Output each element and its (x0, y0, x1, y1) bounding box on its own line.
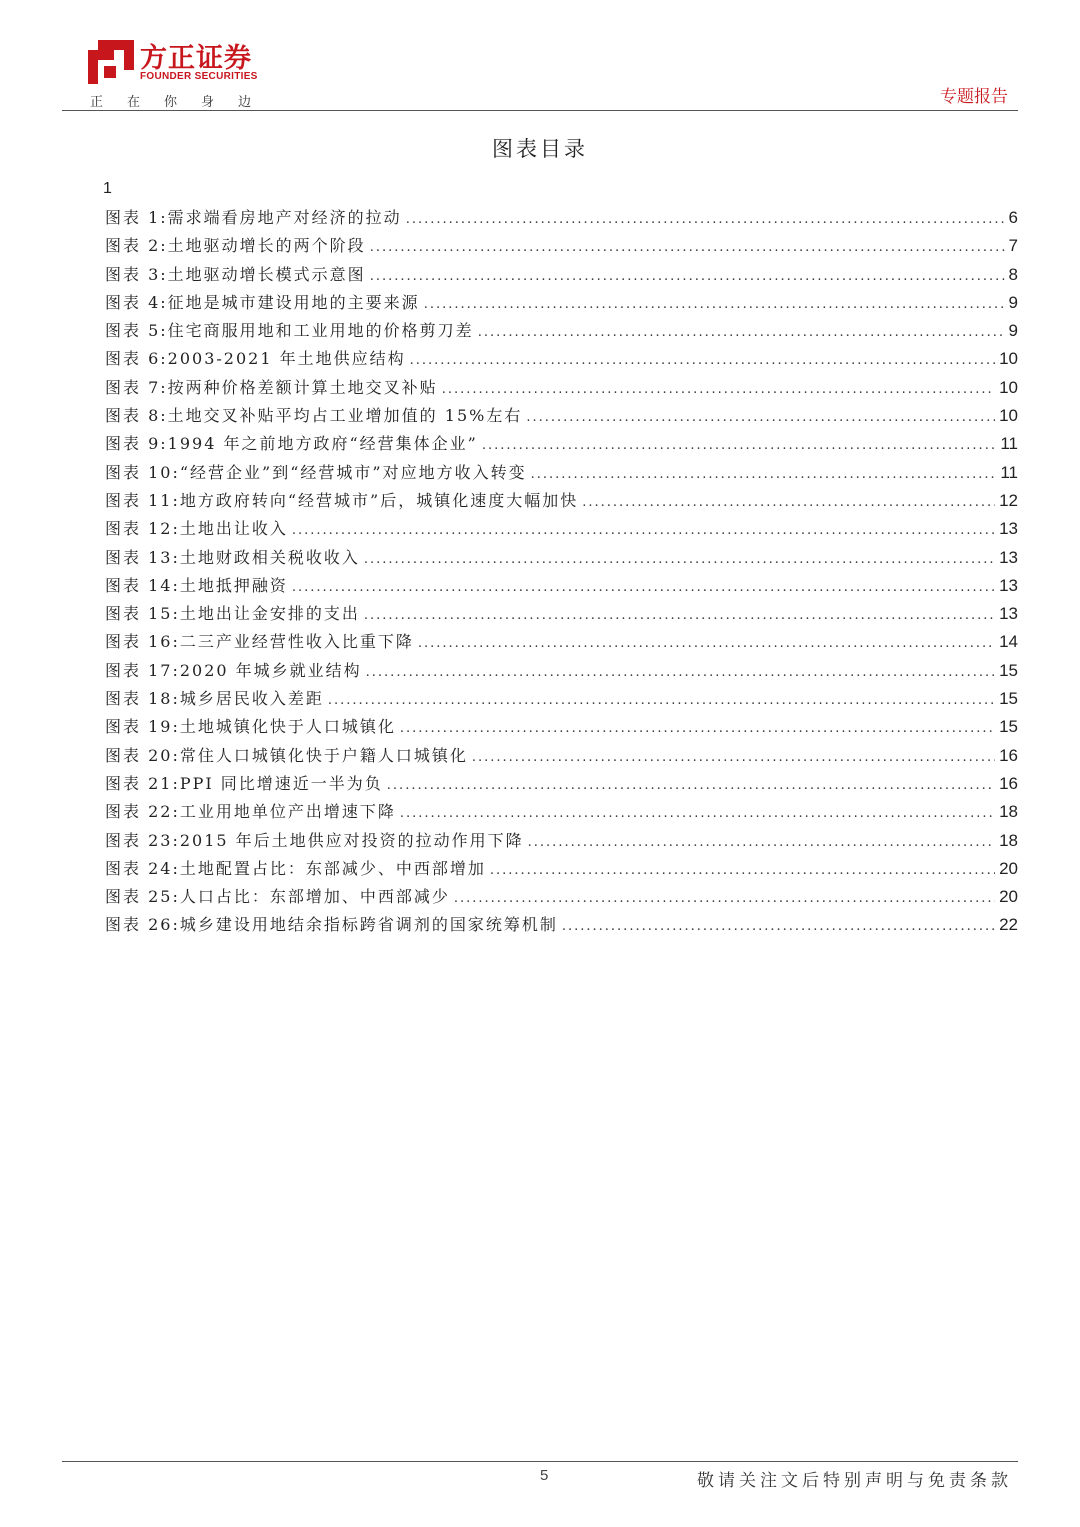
toc-entry-page: 18 (999, 802, 1018, 822)
toc-entry-title: 土地抵押融资 (179, 575, 288, 595)
toc-entry-title: 住宅商服用地和工业用地的价格剪刀差 (167, 321, 474, 341)
toc-entry-prefix: 图表 1: (105, 208, 168, 227)
toc-entry-prefix: 图表 25: (105, 887, 180, 907)
toc-entry-title: 工业用地单位产出增速下降 (179, 802, 396, 822)
toc-entry-prefix: 图表 16: (105, 632, 180, 652)
toc-entry-page: 11 (1000, 434, 1018, 454)
toc-entry-title: 土地财政相关税收收入 (179, 547, 360, 567)
toc-entry-title: 土地交叉补贴平均占工业增加值的 15%左右 (167, 406, 523, 426)
toc-entry-page: 15 (999, 689, 1018, 709)
toc-dot-leader (442, 376, 995, 404)
toc-entry-prefix: 图表 15: (105, 604, 180, 624)
toc-entry[interactable] (105, 430, 1018, 458)
toc-entry-page: 13 (999, 519, 1018, 539)
toc-entry-page: 11 (1000, 462, 1018, 482)
disclaimer-note: 敬请关注文后特别声明与免责条款 (697, 1471, 1012, 1491)
toc-entry-prefix: 图表 3: (105, 264, 168, 284)
toc-entry-prefix: 图表 26: (105, 915, 180, 935)
toc-entry[interactable] (105, 374, 1018, 402)
toc-entry-prefix: 图表 17: (105, 660, 180, 680)
toc-entry-page: 16 (999, 773, 1018, 793)
toc-entry-page: 15 (999, 717, 1018, 737)
toc-dot-leader (292, 517, 995, 545)
header-divider (62, 110, 1018, 111)
report-type-label: 专题报告 (940, 87, 1008, 107)
toc-dot-leader (400, 715, 995, 743)
toc-entry-page: 10 (999, 406, 1018, 426)
toc-entry-prefix: 图表 9: (105, 434, 168, 454)
toc-dot-leader (531, 461, 997, 489)
toc-dot-leader (364, 602, 995, 630)
toc-entry-page: 8 (1008, 264, 1018, 284)
toc-entry-page: 20 (999, 887, 1018, 907)
page-header (0, 0, 1080, 112)
toc-dot-leader (490, 857, 995, 885)
toc-entry-page: 7 (1008, 236, 1018, 256)
toc-dot-leader (418, 630, 995, 658)
toc-section-number: 1 (103, 180, 112, 197)
toc-entry-prefix: 图表 10: (105, 462, 180, 482)
toc-dot-leader (387, 772, 995, 800)
brand-name-cn: 方正证券 (140, 43, 252, 74)
toc-entry-prefix: 图表 18: (105, 689, 180, 709)
toc-entry[interactable] (105, 459, 1018, 487)
toc-entry[interactable] (105, 742, 1018, 770)
toc-entry-page: 6 (1008, 208, 1018, 227)
toc-list (105, 204, 1018, 940)
toc-dot-leader (364, 546, 995, 574)
toc-entry-prefix: 图表 20: (105, 745, 180, 765)
toc-dot-leader (526, 404, 995, 432)
toc-entry-title: PPI 同比增速近一半为负 (179, 773, 383, 793)
toc-entry[interactable] (105, 204, 1018, 232)
toc-entry-prefix: 图表 19: (105, 717, 180, 737)
toc-entry-page: 15 (999, 660, 1018, 680)
toc-entry[interactable] (105, 289, 1018, 317)
toc-entry-title: 土地配置占比：东部减少、中西部增加 (179, 858, 486, 878)
toc-dot-leader (400, 800, 995, 828)
footer-divider (62, 1461, 1018, 1462)
toc-entry-page: 18 (999, 830, 1018, 850)
brand-slogan: 正在你身边 (90, 95, 276, 110)
toc-entry-page: 13 (999, 547, 1018, 567)
toc-entry-page: 20 (999, 858, 1018, 878)
toc-entry-prefix: 图表 23: (105, 830, 180, 850)
toc-entry-prefix: 图表 11: (105, 490, 180, 510)
toc-title: 图表目录 (492, 137, 588, 161)
toc-entry[interactable] (105, 827, 1018, 855)
toc-entry-title: 1994 年之前地方政府“经营集体企业” (167, 434, 478, 454)
toc-entry-title: 常住人口城镇化快于户籍人口城镇化 (179, 745, 468, 765)
toc-dot-leader (292, 574, 995, 602)
toc-dot-leader (406, 206, 1005, 234)
toc-dot-leader (424, 291, 1005, 319)
toc-entry[interactable] (105, 402, 1018, 430)
toc-entry-prefix: 图表 22: (105, 802, 180, 822)
toc-dot-leader (454, 885, 995, 913)
toc-entry-prefix: 图表 4: (105, 292, 168, 312)
toc-dot-leader (472, 744, 995, 772)
toc-entry[interactable] (105, 713, 1018, 741)
toc-entry-page: 9 (1008, 292, 1018, 312)
toc-entry-title: 土地驱动增长的两个阶段 (167, 236, 366, 256)
toc-dot-leader (370, 263, 1005, 291)
toc-entry-title: 土地驱动增长模式示意图 (167, 264, 366, 284)
toc-entry[interactable] (105, 798, 1018, 826)
toc-entry[interactable] (105, 628, 1018, 656)
toc-entry[interactable] (105, 487, 1018, 515)
founder-logo-icon (88, 40, 134, 84)
toc-dot-leader (582, 489, 995, 517)
toc-entry-title: 土地出让金安排的支出 (179, 604, 360, 624)
toc-entry[interactable] (105, 883, 1018, 911)
toc-entry-title: 2015 年后土地供应对投资的拉动作用下降 (179, 830, 524, 850)
toc-entry-title: 征地是城市建设用地的主要来源 (167, 292, 420, 312)
toc-entry-title: 人口占比：东部增加、中西部减少 (179, 887, 450, 907)
toc-entry-page: 13 (999, 604, 1018, 624)
toc-entry-title: 2020 年城乡就业结构 (179, 660, 362, 680)
toc-entry-prefix: 图表 8: (105, 406, 168, 426)
toc-entry-page: 14 (999, 632, 1018, 652)
toc-entry-title: 城乡建设用地结余指标跨省调剂的国家统筹机制 (179, 915, 558, 935)
toc-entry[interactable] (105, 855, 1018, 883)
toc-entry[interactable] (105, 572, 1018, 600)
brand-name-en: FOUNDER SECURITIES (140, 71, 258, 82)
toc-dot-leader (562, 913, 995, 941)
toc-entry-prefix: 图表 2: (105, 236, 168, 256)
toc-entry-title: 2003-2021 年土地供应结构 (167, 349, 406, 369)
toc-entry-title: 需求端看房地产对经济的拉动 (167, 208, 402, 227)
toc-entry[interactable] (105, 544, 1018, 572)
toc-entry[interactable] (105, 232, 1018, 260)
toc-entry-prefix: 图表 5: (105, 321, 168, 341)
toc-entry-page: 13 (999, 575, 1018, 595)
toc-entry[interactable] (105, 515, 1018, 543)
toc-entry-title: “经营企业”到“经营城市”对应地方收入转变 (179, 462, 527, 482)
toc-entry-page: 9 (1008, 321, 1018, 341)
toc-entry[interactable] (105, 685, 1018, 713)
page-number: 5 (540, 1467, 549, 1484)
toc-entry[interactable] (105, 770, 1018, 798)
toc-entry[interactable] (105, 911, 1018, 939)
toc-dot-leader (410, 347, 995, 375)
toc-entry-title: 按两种价格差额计算土地交叉补贴 (167, 377, 438, 397)
toc-entry[interactable] (105, 657, 1018, 685)
toc-entry-prefix: 图表 14: (105, 575, 180, 595)
toc-entry-prefix: 图表 6: (105, 349, 168, 369)
toc-entry-prefix: 图表 21: (105, 773, 180, 793)
toc-dot-leader (482, 432, 997, 460)
toc-entry-prefix: 图表 7: (105, 377, 168, 397)
toc-entry-page: 10 (999, 349, 1018, 369)
toc-entry-title: 城乡居民收入差距 (179, 689, 324, 709)
toc-dot-leader (328, 687, 995, 715)
toc-entry-title: 土地城镇化快于人口城镇化 (179, 717, 396, 737)
toc-entry[interactable] (105, 600, 1018, 628)
toc-entry[interactable] (105, 261, 1018, 289)
toc-entry[interactable] (105, 317, 1018, 345)
toc-dot-leader (478, 319, 1005, 347)
toc-dot-leader (366, 659, 995, 687)
toc-entry[interactable] (105, 345, 1018, 373)
toc-entry-page: 16 (999, 745, 1018, 765)
toc-entry-title: 地方政府转向“经营城市”后，城镇化速度大幅加快 (179, 490, 579, 510)
toc-entry-prefix: 图表 24: (105, 858, 180, 878)
toc-entry-page: 22 (999, 915, 1018, 935)
toc-entry-page: 12 (999, 490, 1018, 510)
toc-entry-page: 10 (999, 377, 1018, 397)
toc-entry-prefix: 图表 12: (105, 519, 180, 539)
toc-entry-title: 二三产业经营性收入比重下降 (179, 632, 414, 652)
toc-entry-prefix: 图表 13: (105, 547, 180, 567)
toc-entry-title: 土地出让收入 (179, 519, 288, 539)
toc-dot-leader (370, 234, 1005, 262)
toc-dot-leader (528, 829, 995, 857)
